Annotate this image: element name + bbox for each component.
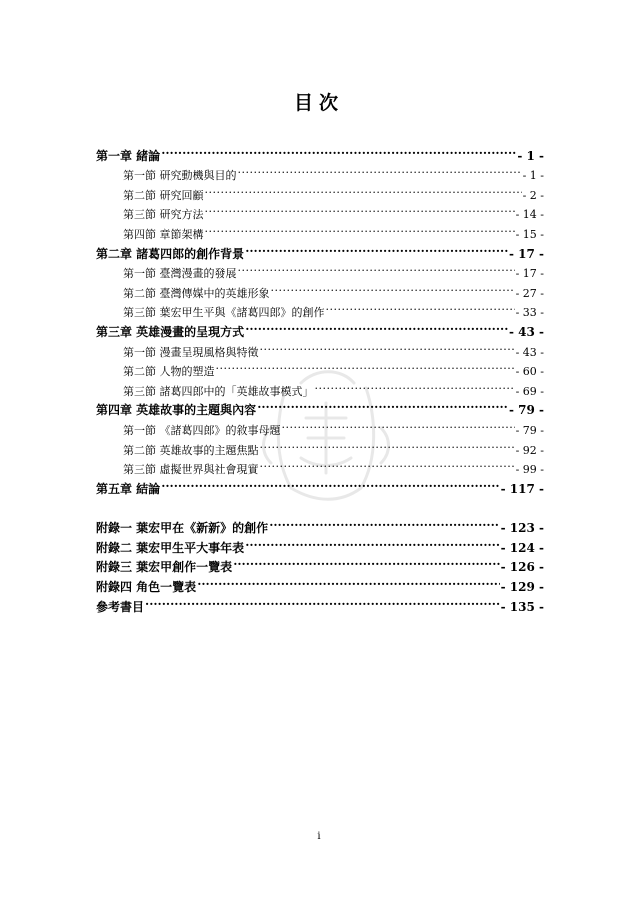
dot-leader — [269, 513, 499, 533]
toc-page-number: - 92 - — [515, 443, 544, 457]
toc-page-number: - 117 - — [500, 481, 544, 496]
dot-leader — [238, 258, 515, 278]
toc-section[interactable] — [96, 160, 544, 183]
toc-page-number: - 69 - — [515, 384, 544, 398]
toc-entry-label: 第二節 人物的塑造 — [123, 365, 215, 379]
toc-entry-label: 第四節 章節架構 — [123, 227, 204, 241]
dot-leader — [260, 434, 515, 454]
toc-entry-label: 第三節 研究方法 — [123, 208, 204, 222]
toc-entry-label: 第三節 諸葛四郎中的「英雄故事模式」 — [123, 384, 314, 398]
toc-entry-label: 附錄四 角色一覽表 — [96, 580, 197, 595]
dot-leader — [271, 277, 515, 297]
toc-page-number: - 79 - — [508, 403, 544, 418]
toc-entry-label: 第五章 結論 — [96, 481, 161, 496]
dot-leader — [233, 552, 499, 572]
toc-page-number: - 60 - — [515, 365, 544, 379]
toc-entry-label: 第二節 臺灣傳媒中的英雄形象 — [123, 286, 270, 300]
toc-chapter-1[interactable] — [96, 140, 544, 163]
toc-entry-label: 第一節 臺灣漫畫的發展 — [123, 267, 237, 281]
dot-leader — [161, 473, 499, 493]
dot-leader — [197, 571, 499, 591]
toc-page-number: - 15 - — [515, 227, 544, 241]
dot-leader — [161, 140, 516, 160]
toc-entry-label: 附錄一 葉宏甲在《新新》的創作 — [96, 521, 269, 536]
page-title: 目次 — [293, 92, 344, 114]
toc-entry-label: 第二節 研究回顧 — [123, 188, 204, 202]
dot-leader — [260, 454, 515, 474]
toc-entry-label: 第四章 英雄故事的主題與內容 — [96, 403, 257, 418]
toc-entry-label: 第二章 諸葛四郎的創作背景 — [96, 246, 245, 261]
dot-leader — [257, 395, 508, 415]
dot-leader — [245, 532, 499, 552]
toc-entry-label: 第一章 緒論 — [96, 148, 161, 163]
page-footer-number: i — [317, 831, 321, 842]
toc-entry-label: 第一節 研究動機與目的 — [123, 169, 237, 183]
toc-page-number: - 17 - — [515, 267, 544, 281]
toc-entry-label: 參考書目 — [96, 599, 145, 614]
toc-page-number: - 43 - — [515, 345, 544, 359]
dot-leader — [326, 297, 515, 317]
dot-leader — [205, 218, 515, 238]
toc-appendix-1[interactable] — [96, 513, 544, 536]
toc-page-number: - 33 - — [515, 306, 544, 320]
toc-page-number: - 17 - — [508, 246, 544, 261]
dot-leader — [238, 160, 522, 180]
toc-page-number: - 1 - — [517, 148, 544, 163]
dot-leader — [260, 336, 515, 356]
toc-entry-label: 附錄二 葉宏甲生平大事年表 — [96, 540, 245, 555]
toc-entry-label: 附錄三 葉宏甲創作一覽表 — [96, 560, 233, 575]
toc-page-number: - 27 - — [515, 286, 544, 300]
toc-page-number: - 14 - — [515, 208, 544, 222]
toc-page-number: - 1 - — [522, 169, 544, 183]
dot-leader — [315, 375, 515, 395]
dot-leader — [245, 238, 508, 258]
toc-page-number: - 79 - — [515, 423, 544, 437]
dot-leader — [205, 199, 515, 219]
toc-page-number: - 43 - — [508, 324, 544, 339]
dot-leader — [145, 591, 500, 611]
toc-entry-label: 第一節 《諸葛四郎》的敘事母題 — [123, 423, 281, 437]
toc-entry-label: 第三章 英雄漫畫的呈現方式 — [96, 324, 245, 339]
toc-chapter-5[interactable] — [96, 473, 544, 496]
toc-page-number: - 99 - — [515, 463, 544, 477]
toc-page-number: - 2 - — [522, 188, 544, 202]
table-of-contents — [96, 140, 544, 614]
dot-leader — [205, 179, 522, 199]
dot-leader — [282, 414, 515, 434]
dot-leader — [245, 316, 508, 336]
toc-entry-label: 第三節 虛擬世界與社會現實 — [123, 463, 259, 477]
toc-entry-label: 第三節 葉宏甲生平與《諸葛四郎》的創作 — [123, 306, 325, 320]
toc-references[interactable] — [96, 591, 544, 614]
toc-entry-label: 第二節 英雄故事的主題焦點 — [123, 443, 259, 457]
toc-page-number: - 135 - — [500, 599, 544, 614]
toc-page-number: - 123 - — [500, 521, 544, 536]
toc-entry-label: 第一節 漫畫呈現風格與特徵 — [123, 345, 259, 359]
toc-spacer — [96, 493, 544, 513]
toc-page-number: - 124 - — [500, 540, 544, 555]
toc-page-number: - 129 - — [500, 580, 544, 595]
toc-page-number: - 126 - — [500, 560, 544, 575]
dot-leader — [216, 356, 515, 376]
